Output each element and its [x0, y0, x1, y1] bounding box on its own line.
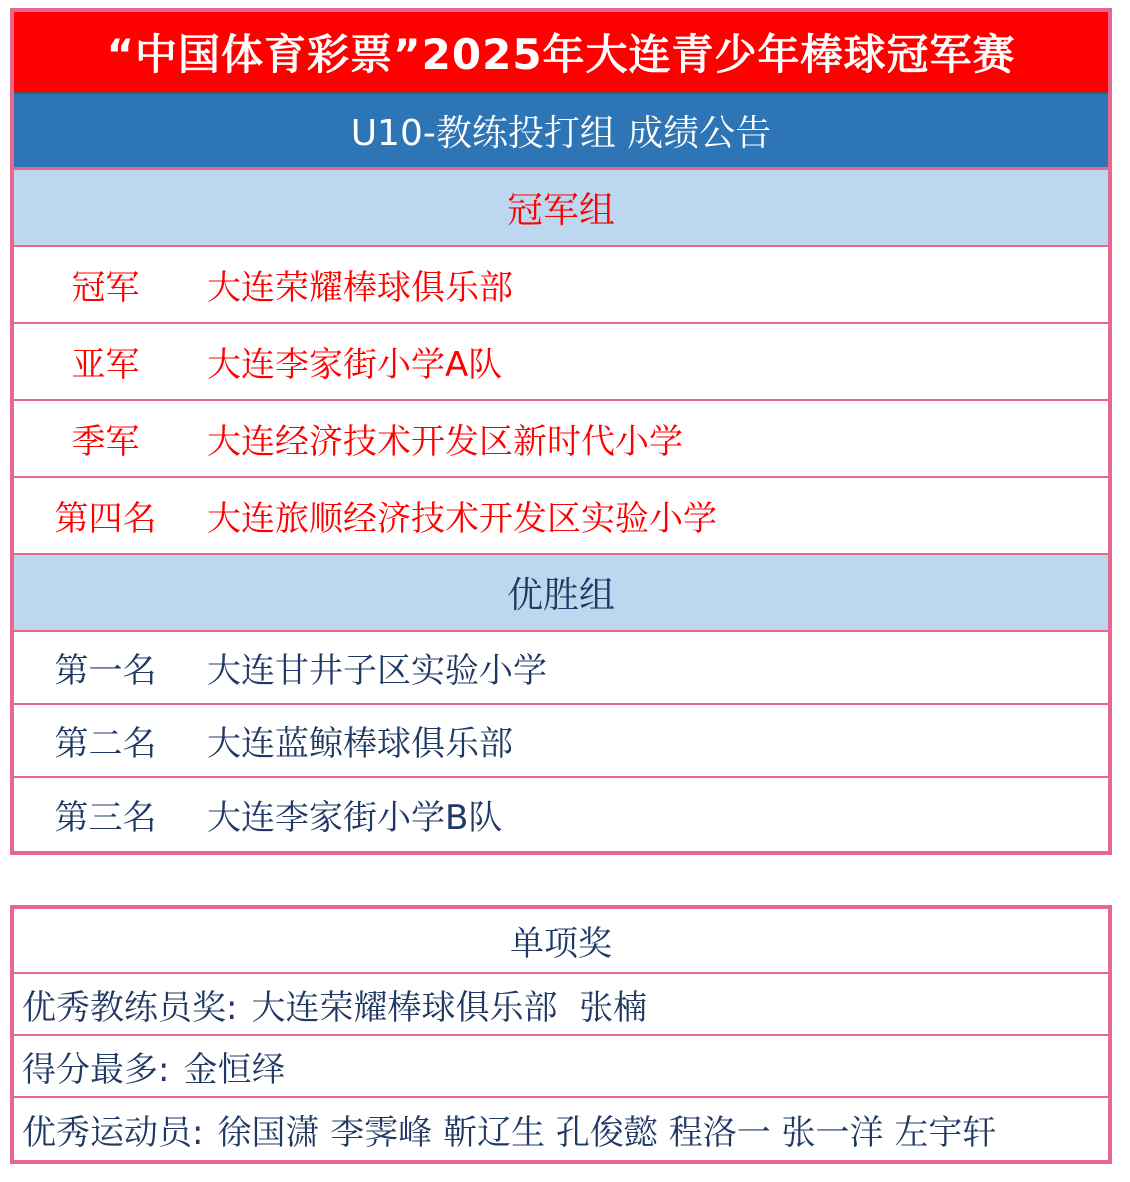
top-scorer-award-row	[14, 1036, 1108, 1098]
fourth-place-row	[14, 478, 1108, 555]
results-subtitle: U10-教练投打组 成绩公告	[14, 94, 1108, 170]
team-name: 大连李家街小学A队	[207, 345, 503, 385]
team-name: 大连经济技术开发区新时代小学	[207, 422, 683, 462]
rank-label: 第四名	[54, 499, 157, 539]
best-coach-award-row	[14, 974, 1108, 1036]
champion-row	[14, 247, 1108, 324]
awards-heading: 单项奖	[14, 909, 1108, 974]
award-label: 优秀运动员:	[22, 1112, 204, 1153]
award-value: 大连荣耀棒球俱乐部 张楠	[251, 987, 648, 1028]
award-label: 优秀教练员奖:	[22, 987, 238, 1028]
event-title: “中国体育彩票”2025年大连青少年棒球冠军赛	[14, 12, 1108, 94]
rank-label: 亚军	[71, 345, 140, 385]
champion-group-heading: 冠军组	[14, 170, 1108, 247]
winner-first-row	[14, 632, 1108, 705]
winner-third-row	[14, 778, 1108, 851]
runner-up-row	[14, 324, 1108, 401]
best-players-award-row	[14, 1098, 1108, 1160]
rank-label: 第二名	[54, 724, 157, 764]
team-name: 大连李家街小学B队	[207, 798, 503, 838]
team-name: 大连荣耀棒球俱乐部	[207, 268, 513, 308]
award-label: 得分最多:	[22, 1049, 170, 1090]
rank-label: 季军	[71, 422, 140, 462]
winner-group-heading: 优胜组	[14, 555, 1108, 632]
rank-label: 冠军	[71, 268, 140, 308]
rank-label: 第一名	[54, 651, 157, 691]
third-place-row	[14, 401, 1108, 478]
team-name: 大连旅顺经济技术开发区实验小学	[207, 499, 717, 539]
award-value: 徐国潇 李霁峰 靳辽生 孔俊懿 程洛一 张一洋 左宇轩	[217, 1112, 997, 1153]
team-name: 大连甘井子区实验小学	[207, 651, 547, 691]
winner-second-row	[14, 705, 1108, 778]
award-value: 金恒绎	[183, 1049, 286, 1090]
rank-label: 第三名	[54, 798, 157, 838]
team-name: 大连蓝鲸棒球俱乐部	[207, 724, 513, 764]
results-table	[10, 8, 1112, 855]
individual-awards-table	[10, 905, 1112, 1164]
